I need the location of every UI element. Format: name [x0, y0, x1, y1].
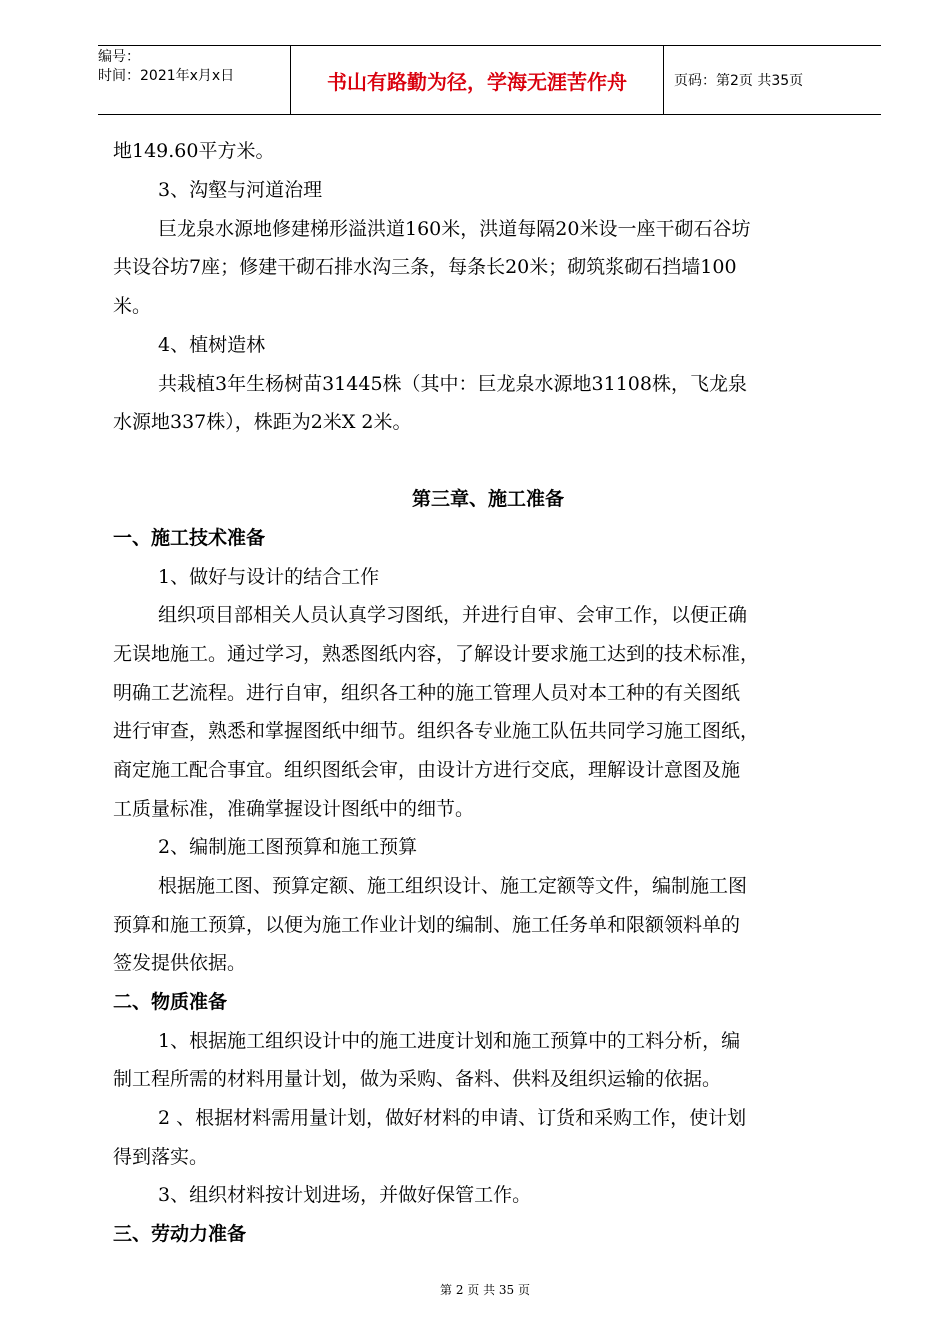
paragraph-line: 预算和施工预算，以便为施工作业计划的编制、施工任务单和限额领料单的 — [113, 914, 741, 936]
paragraph-line: 商定施工配合事宜。组织图纸会审，由设计方进行交底，理解设计意图及施 — [113, 759, 741, 781]
subsection-heading: 4、植树造林 — [158, 334, 266, 356]
paragraph-line: 巨龙泉水源地修建梯形溢洪道160米，洪道每隔20米设一座干砌石谷坊 — [158, 218, 751, 240]
paragraph-line: 1、根据施工组织设计中的施工进度计划和施工预算中的工料分析，编 — [158, 1030, 741, 1052]
paragraph-line: 地149.60平方米。 — [113, 140, 275, 162]
section-heading: 一、施工技术准备 — [113, 527, 266, 549]
paragraph-line: 3、组织材料按计划进场，并做好保管工作。 — [158, 1184, 532, 1206]
chapter-title: 第三章、施工准备 — [411, 488, 564, 510]
subsection-heading: 3、沟壑与河道治理 — [158, 179, 323, 201]
paragraph-line: 明确工艺流程。进行自审，组织各工种的施工管理人员对本工种的有关图纸 — [113, 682, 741, 704]
subsection-heading: 1、做好与设计的结合工作 — [158, 566, 380, 588]
header-meta — [98, 46, 291, 114]
section-heading: 三、劳动力准备 — [113, 1223, 247, 1245]
paragraph-line: 2 、根据材料需用量计划，做好材料的申请、订货和采购工作，使计划 — [158, 1107, 747, 1129]
paragraph-line: 进行审查，熟悉和掌握图纸中细节。组织各专业施工队伍共同学习施工图纸， — [113, 720, 760, 742]
paragraph-line: 签发提供依据。 — [113, 952, 247, 974]
document-time: 时间：2021年x月x日 — [98, 68, 235, 84]
paragraph-line: 工质量标准，准确掌握设计图纸中的细节。 — [113, 798, 475, 820]
paragraph-line: 共设谷坊7座；修建干砌石排水沟三条，每条长20米；砌筑浆砌石挡墙100 — [113, 256, 737, 278]
page-header — [98, 45, 881, 115]
paragraph-line: 制工程所需的材料用量计划，做为采购、备料、供料及组织运输的依据。 — [113, 1068, 722, 1090]
subsection-heading: 2、编制施工图预算和施工预算 — [158, 836, 418, 858]
page-footer: 第 2 页 共 35 页 — [440, 1283, 530, 1297]
paragraph-line: 共栽植3年生杨树苗31445株（其中：巨龙泉水源地31108株，飞龙泉 — [158, 373, 747, 395]
paragraph-line: 得到落实。 — [113, 1146, 209, 1168]
document-number-label: 编号： — [98, 49, 140, 65]
paragraph-line: 根据施工图、预算定额、施工组织设计、施工定额等文件，编制施工图 — [158, 875, 748, 897]
paragraph-line: 无误地施工。通过学习，熟悉图纸内容，了解设计要求施工达到的技术标准， — [113, 643, 760, 665]
header-motto: 书山有路勤为径，学海无涯苦作舟 — [291, 46, 664, 114]
section-heading: 二、物质准备 — [113, 991, 228, 1013]
header-page-info: 页码：第2页 共35页 — [674, 73, 804, 89]
paragraph-line: 水源地337株），株距为2米X 2米。 — [113, 411, 412, 433]
paragraph-line: 米。 — [113, 295, 152, 317]
paragraph-line: 组织项目部相关人员认真学习图纸，并进行自审、会审工作，以便正确 — [158, 604, 748, 626]
